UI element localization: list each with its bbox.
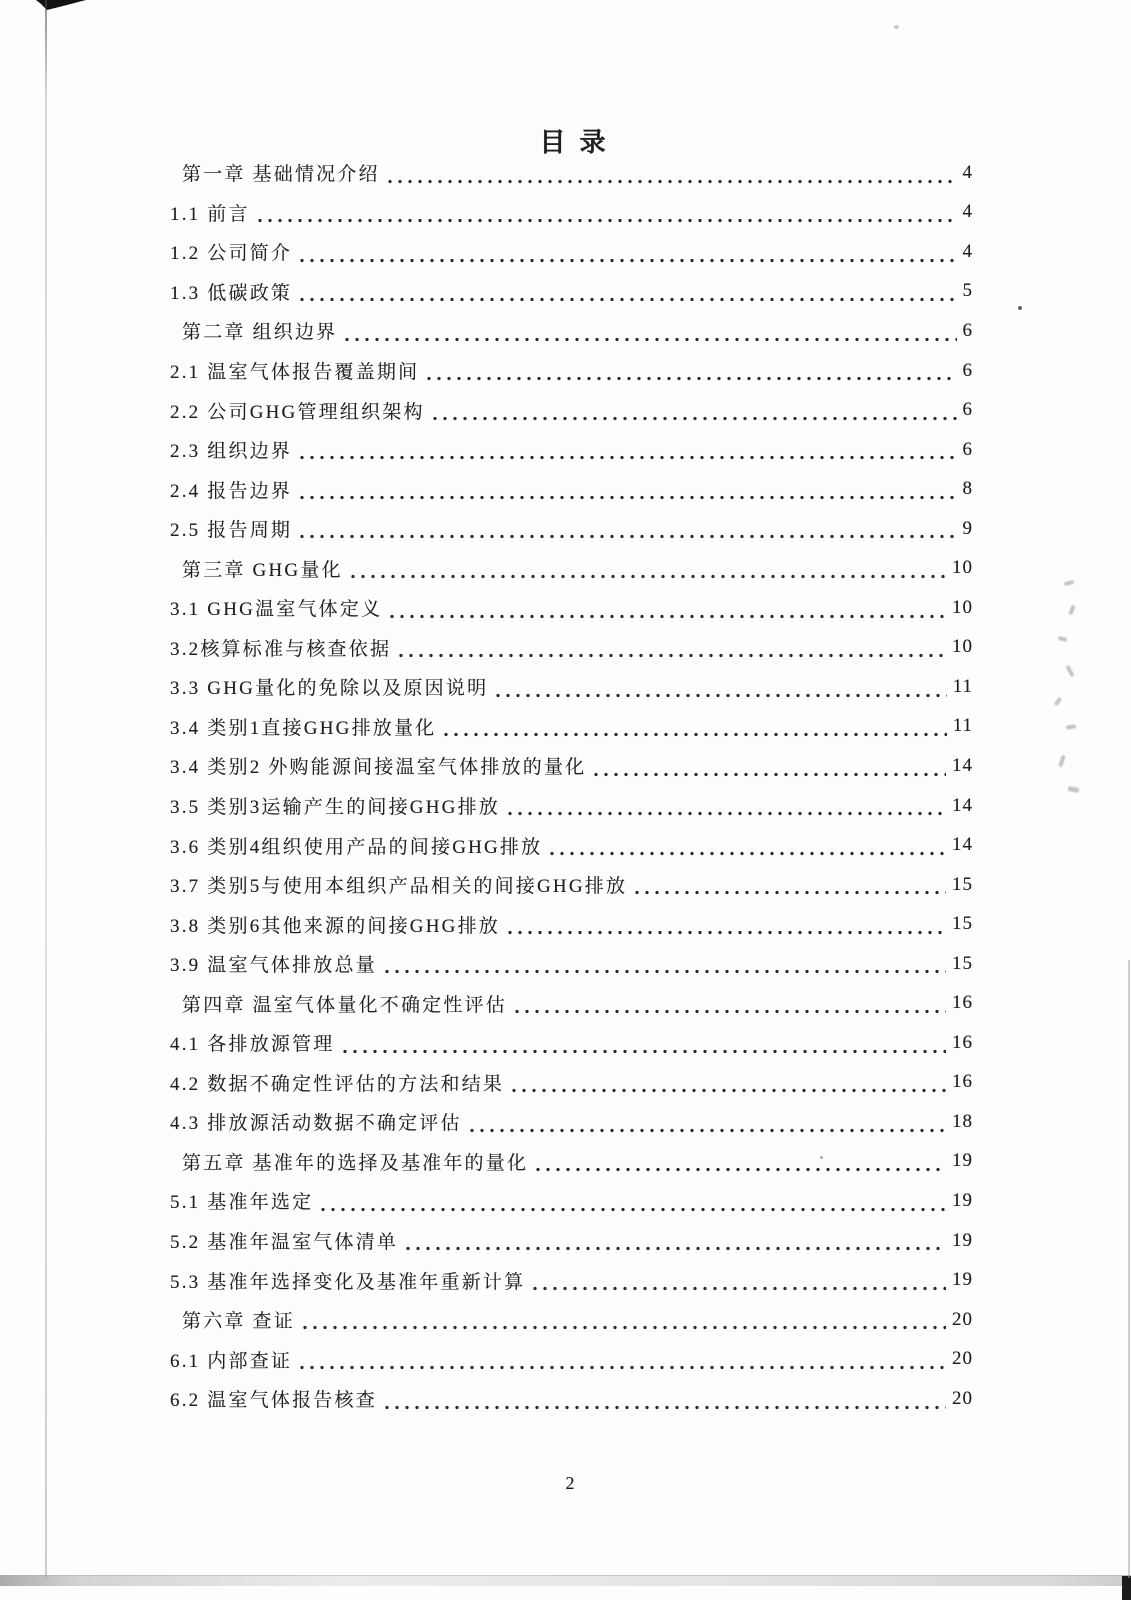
toc-entry-label: 2.4 报告边界 [170,480,293,502]
toc-entry [170,1379,973,1419]
toc-leader-dots [385,1405,946,1410]
toc-entry [170,1339,973,1379]
toc-entry-label: 1.1 前言 [170,203,250,225]
scan-bottom-edge-band [0,1575,1131,1586]
toc-entry-label: 5.1 基准年选定 [170,1192,314,1214]
toc-entry [170,865,973,905]
toc-entry-page-number: 19 [952,1269,973,1291]
toc-entry-label: 4.1 各排放源管理 [170,1034,335,1056]
toc-entry-page-number: 4 [962,201,973,223]
toc-leader-dots [508,811,946,816]
toc-entry-page-number: 16 [952,1071,973,1093]
toc-entry [170,1221,973,1261]
toc-entry-label: 3.6 类别4组织使用产品的间接GHG排放 [170,836,543,858]
toc-entry-label: 6.2 温室气体报告核查 [170,1390,377,1412]
toc-entry [170,825,973,865]
toc-entry-page-number: 16 [952,1031,973,1053]
toc-entry-label: 3.1 GHG温室气体定义 [170,599,383,621]
toc-leader-dots [496,693,946,698]
toc-entry-page-number: 10 [952,636,973,658]
toc-entry-page-number: 16 [952,992,973,1014]
toc-entry-page-number: 18 [952,1110,973,1132]
toc-entry-label: 3.4 类别1直接GHG排放量化 [170,717,437,739]
toc-entry [170,904,973,944]
toc-leader-dots [351,574,946,579]
toc-entry-label: 4.2 数据不确定性评估的方法和结果 [170,1073,505,1095]
toc-entry-label: 5.3 基准年选择变化及基准年重新计算 [170,1271,526,1293]
toc-entry-page-number: 14 [952,754,973,776]
toc-entry-label: 3.2核算标准与核查依据 [170,638,392,660]
toc-entry-label: 3.3 GHG量化的免除以及原因说明 [170,678,489,700]
toc-entry-page-number: 9 [962,517,973,539]
toc-entry [170,1300,973,1340]
toc-entry-label: 4.3 排放源活动数据不确定评估 [170,1113,462,1135]
toc-leader-dots [512,1088,946,1093]
toc-entry-page-number: 4 [962,161,973,183]
toc-entry [170,1102,973,1142]
page-number-footer: 2 [565,1473,576,1493]
toc-entry-page-number: 6 [962,399,973,421]
toc-entry-page-number: 10 [952,596,973,618]
toc-leader-dots [533,1286,946,1291]
toc-entry-label: 第二章 组织边界 [182,322,338,344]
toc-entry-page-number: 11 [952,715,973,737]
toc-entry-page-number: 19 [952,1189,973,1211]
toc-entry-label: 2.1 温室气体报告覆盖期间 [170,362,420,383]
toc-entry-label: 第一章 基础情况介绍 [182,164,380,186]
toc-leader-dots [444,732,946,737]
toc-entry-label: 1.2 公司简介 [170,243,293,265]
toc-entry-label: 第四章 温室气体量化不确定性评估 [182,994,507,1016]
toc-entry-page-number: 20 [952,1308,973,1330]
toc-leader-dots [300,297,956,302]
toc-entry [170,628,973,668]
toc-entry [170,469,973,509]
toc-entry-page-number: 19 [952,1229,973,1251]
toc-entry-page-number: 19 [952,1150,973,1172]
toc-entry [170,1181,973,1221]
toc-leader-dots [388,179,957,184]
toc-entry [170,1260,973,1300]
toc-entry-page-number: 15 [952,913,973,935]
toc-leader-dots [406,1246,946,1251]
toc-entry-label: 5.2 基准年温室气体清单 [170,1232,399,1254]
toc-entry [170,351,973,391]
toc-entry-page-number: 15 [952,952,973,974]
toc-entry [170,667,973,707]
toc-entry [170,272,973,312]
scan-corner-mark [36,0,86,10]
toc-entry-page-number: 20 [952,1387,973,1409]
toc-entry-page-number: 14 [952,794,973,816]
toc-leader-dots [343,1049,946,1054]
toc-entry [170,1023,973,1063]
toc-entry-label: 第六章 查证 [182,1311,295,1333]
toc-leader-dots [390,614,946,619]
toc-entry [170,1063,973,1103]
toc-entry [170,786,973,826]
toc-entry-page-number: 6 [962,359,973,381]
toc-entry-label: 3.9 温室气体排放总量 [170,955,377,977]
toc-entry-page-number: 10 [952,557,973,579]
toc-entry [170,588,973,628]
toc-entry-label: 6.1 内部查证 [170,1350,293,1372]
scan-edge-handwriting-artifact [1048,575,1092,810]
toc-leader-dots [300,534,956,539]
toc-entry [170,509,973,549]
toc-entry [170,153,973,193]
toc-entry-page-number: 15 [952,873,973,895]
toc-entry-label: 2.5 报告周期 [170,520,293,542]
toc-leader-dots [300,1365,946,1370]
table-of-contents [170,153,973,1419]
toc-entry-page-number: 5 [962,280,973,302]
toc-entry-label: 3.4 类别2 外购能源间接温室气体排放的量化 [170,757,587,779]
toc-entry-label: 2.3 组织边界 [170,441,293,463]
toc-entry-label: 第五章 基准年的选择及基准年的量化 [182,1152,529,1174]
toc-entry [170,1142,973,1182]
scan-speck [894,25,899,29]
toc-leader-dots [427,376,956,381]
toc-entry [170,944,973,984]
toc-entry [170,232,973,272]
toc-leader-dots [321,1207,946,1212]
toc-entry [170,193,973,233]
toc-leader-dots [300,258,956,263]
toc-leader-dots [300,455,956,460]
toc-entry-label: 3.8 类别6其他来源的间接GHG排放 [170,915,500,937]
toc-entry-label: 1.3 低碳政策 [170,282,293,304]
toc-entry [170,311,973,351]
scan-speck [1018,306,1022,310]
toc-leader-dots [536,1167,946,1172]
toc-entry-page-number: 6 [962,319,973,341]
toc-entry-page-number: 4 [962,240,973,262]
scan-bottom-right-mark [1122,1576,1131,1600]
toc-entry-page-number: 14 [952,834,973,856]
toc-leader-dots [258,218,957,223]
toc-leader-dots [594,772,946,777]
toc-entry-label: 2.2 公司GHG管理组织架构 [170,401,425,423]
toc-leader-dots [399,653,946,658]
toc-entry-page-number: 8 [962,478,973,500]
toc-entry-page-number: 6 [962,438,973,460]
toc-leader-dots [508,930,946,935]
toc-leader-dots [470,1128,946,1133]
toc-entry-label: 3.7 类别5与使用本组织产品相关的间接GHG排放 [170,876,628,898]
toc-leader-dots [433,416,957,421]
toc-entry [170,746,973,786]
toc-entry [170,707,973,747]
toc-leader-dots [345,337,956,342]
toc-entry [170,983,973,1023]
toc-entry [170,430,973,470]
page-title: 目录 [539,128,620,157]
toc-entry-page-number: 20 [952,1348,973,1370]
toc-entry-label: 3.5 类别3运输产生的间接GHG排放 [170,797,500,819]
toc-entry-label: 第三章 GHG量化 [182,559,343,581]
toc-entry-page-number: 11 [952,675,973,697]
toc-leader-dots [300,495,956,500]
scan-fold-line [45,0,47,1578]
toc-entry [170,548,973,588]
toc-leader-dots [303,1325,946,1330]
toc-leader-dots [385,969,946,974]
toc-entry [170,390,973,430]
toc-leader-dots [515,1009,946,1014]
toc-leader-dots [550,851,946,856]
toc-leader-dots [635,890,946,895]
